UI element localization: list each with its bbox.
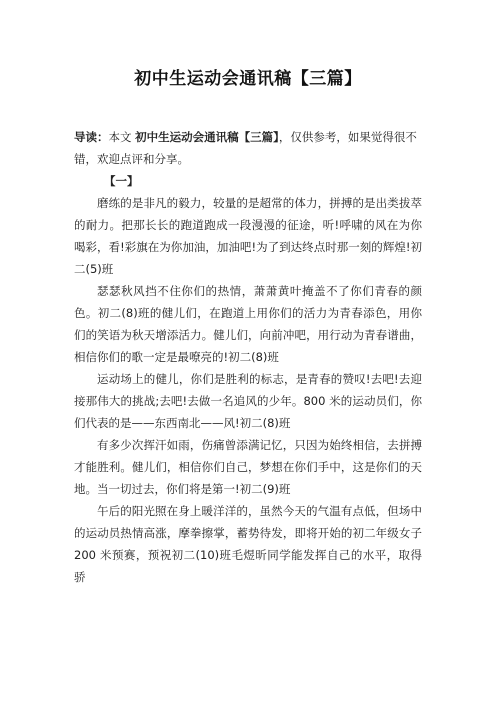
body-paragraph-5: 午后的阳光照在身上暖洋洋的，虽然今天的气温有点低，但场中的运动员热情高涨，摩拳擦掌，蓄势待发，即将开始的初二年级女子 200 米预赛，预祝初二(10)班毛煜昕同学能发挥自己的水平，取得骄 (74, 504, 422, 584)
body-paragraph-1: 磨练的是非凡的毅力，较量的是超常的体力，拼搏的是出类拔萃的耐力。把那长长的跑道跑成一段漫漫的征途，听!呼啸的风在为你喝彩，看!彩旗在为你加油，加油吧!为了到达终点时那一刻的辉煌!初二(5)班 (74, 196, 422, 276)
body-paragraph-4: 有多少次挥汗如雨，伤痛曾添满记忆，只因为始终相信，去拼搏才能胜利。健儿们，相信你们自己，梦想在你们手中，这是你们的天地。当一切过去，你们将是第一!初二(9)班 (74, 438, 422, 496)
intro-label: 导读： (74, 130, 109, 144)
intro-article-name: 初中生运动会通讯稿【三篇】 (135, 130, 279, 144)
body-paragraph-2: 瑟瑟秋风挡不住你们的热情，萧萧黄叶掩盖不了你们青春的颜色。初二(8)班的健儿们，在跑道上用你们的活力为青春添色，用你们的笑语为秋天增添活力。健儿们，向前冲吧，用行动为青春谱曲，相信你们的歌一定是最嘹亮的!初二(8)班 (74, 284, 422, 364)
intro-prefix: 本文 (108, 130, 136, 144)
section-heading: 【一】 (104, 174, 139, 188)
intro-paragraph (74, 126, 422, 170)
document-title: 初中生运动会通讯稿【三篇】 (134, 69, 362, 89)
body-paragraph-3: 运动场上的健儿，你们是胜利的标志，是青春的赞叹!去吧!去迎接那伟大的挑战;去吧!去做一名追风的少年。800 米的运动员们，你们代表的是——东西南北——风!初二(8)班 (74, 372, 422, 430)
intro-suffix: ，仅供参考，如果觉得很不错，欢迎点评和分享。 (74, 130, 417, 166)
